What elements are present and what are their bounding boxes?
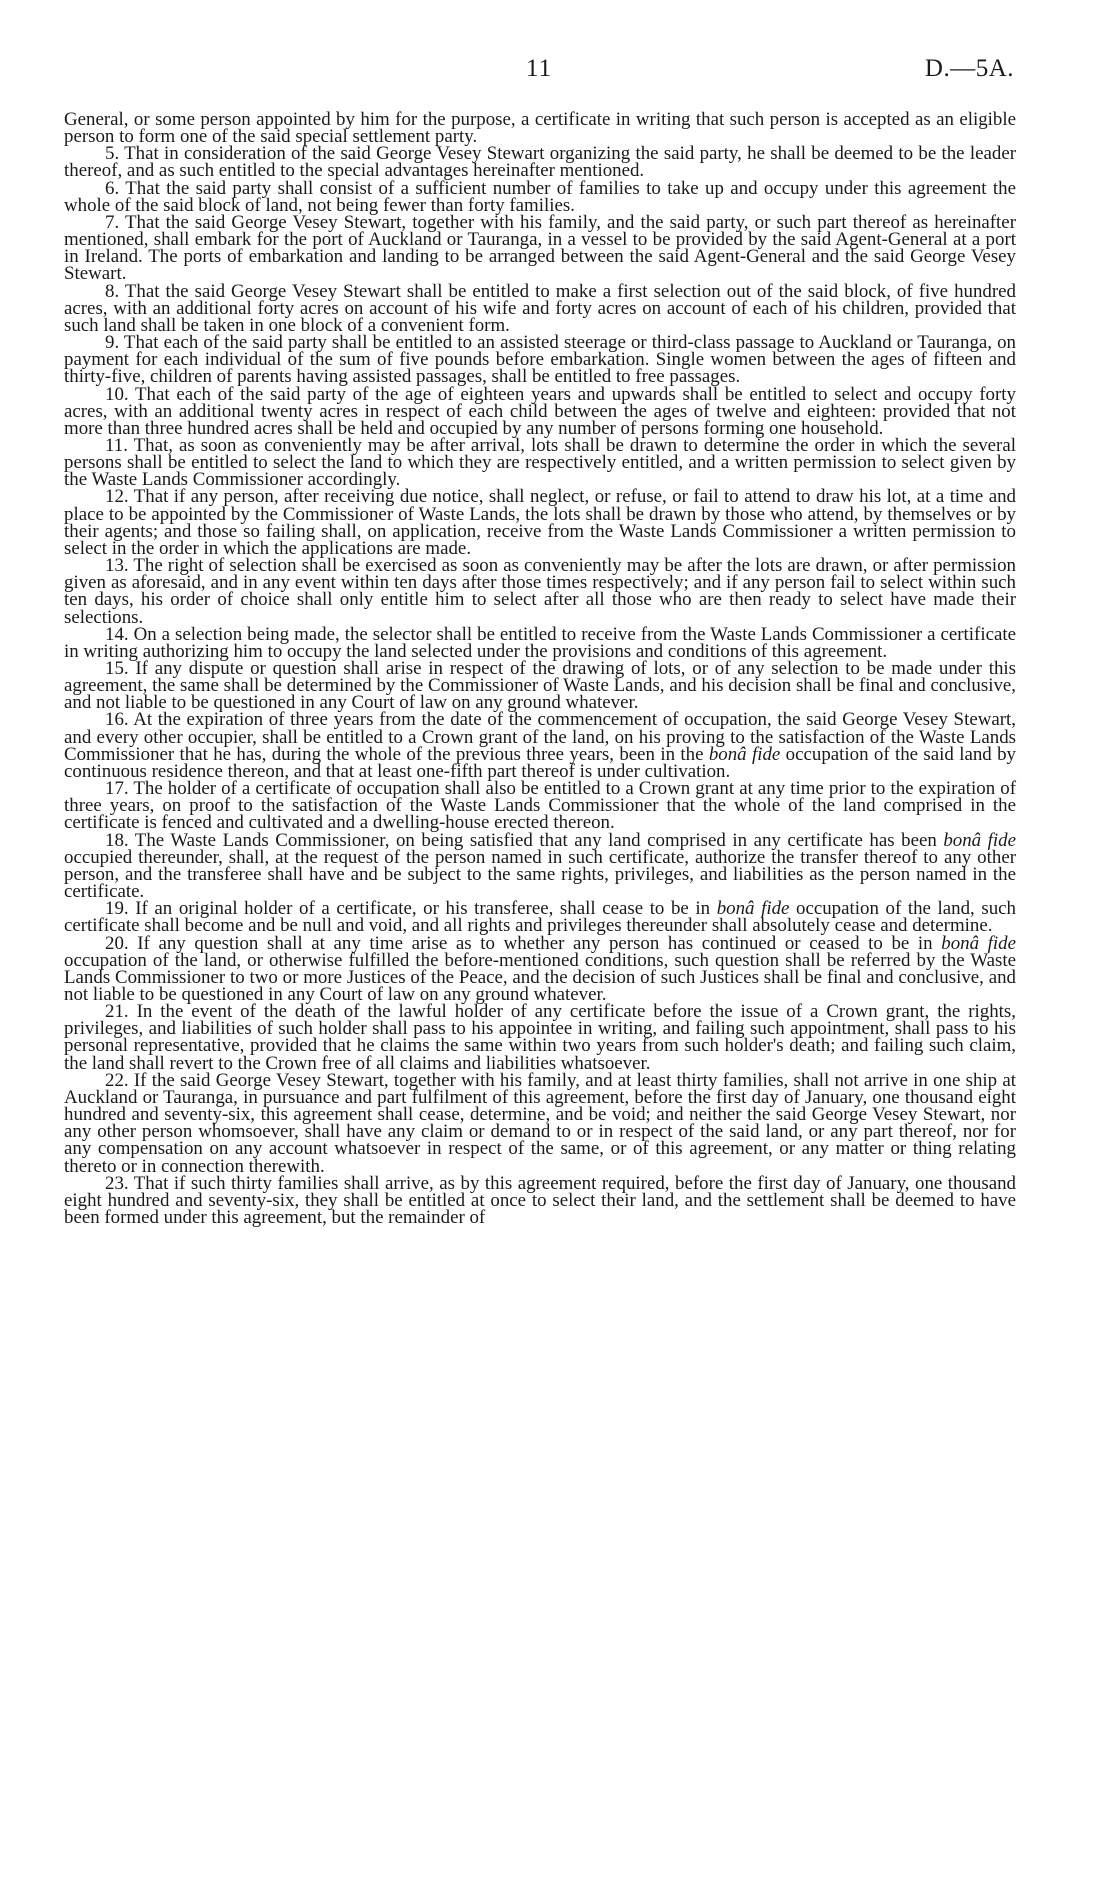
clause-9: 9. That each of the said party shall be entitled to an assisted steerage or third-class passage to Auckland or Tauranga, on payment for each individual of the sum of five pounds before embarkation. Single women between the ages of fifteen and thirty-five, children of parents having assisted passages, shall be entitled to free passages. bbox=[64, 332, 1016, 388]
clause-13: 13. The right of selection shall be exercised as soon as conveniently may be after the lots are drawn, or after permission given as aforesaid, and in any event within ten days after those times respectively; and if any person fail to select within such ten days, his order of choice shall only entitle him to select after all those who are then ready to select have made their selections. bbox=[64, 555, 1016, 628]
clause-21: 21. In the event of the death of the lawful holder of any certificate before the issue of a Crown grant, the rights, privileges, and liabilities of such holder shall pass to his appointee in writing, and failing such appointment, shall pass to his personal representative, provided that he claims the same within two years from such holder's death; and failing such claim, the land shall revert to the Crown free of all claims and liabilities whatsoever. bbox=[64, 1001, 1016, 1074]
clause-16-text-b: occupation of the said land by continuous residence thereon, and that at least one-fifth part thereof is under cultivation. bbox=[64, 743, 1016, 782]
clause-15: 15. If any dispute or question shall arise in respect of the drawing of lots, or of any selection to be made under this agreement, the same shall be determined by the Commissioner of Waste Lands, and his decision shall be final and conclusive, and not liable to be questioned in any Court of law on any ground whatever. bbox=[64, 658, 1016, 714]
clause-8: 8. That the said George Vesey Stewart shall be entitled to make a first selection out of the said block, of five hundred acres, with an additional forty acres on account of his wife and forty acres on account of each of his children, provided that such land shall be taken in one block of a convenient form. bbox=[64, 280, 1016, 336]
clause-18-latin-term: bonâ fide bbox=[943, 829, 1016, 851]
clause-20-text-b: occupation of the land, or otherwise fulfilled the before-mentioned conditions, such question shall be referred by the Waste Lands Commissioner to two or more Justices of the Peace, and the decision of such Justices shall be final and conclusive, and not liable to be questioned in any Court of law on any ground whatever. bbox=[64, 949, 1016, 1005]
clause-20-text-a: 20. If any question shall at any time arise as to whether any person has continued or ceased to be in bbox=[105, 932, 942, 954]
page-number: 11 bbox=[526, 55, 553, 82]
clause-14: 14. On a selection being made, the selector shall be entitled to receive from the Waste Lands Commissioner a certificate in writing authorizing him to occupy the land selected under the provisions and conditions of this agreement. bbox=[64, 623, 1016, 662]
clause-23: 23. That if such thirty families shall arrive, as by this agreement required, before the first day of January, one thousand eight hundred and seventy-six, they shall be entitled at once to select their land, and the settlement shall be deemed to have been formed under this agreement, but the remainder of bbox=[64, 1172, 1016, 1228]
clause-16-latin-term: bonâ fide bbox=[708, 743, 781, 765]
clause-7: 7. That the said George Vesey Stewart, together with his family, and the said party, or such part thereof as hereinafter mentioned, shall embark for the port of Auckland or Tauranga, in a vessel to be provided by the said Agent-General at a port in Ireland. The ports of embarkation and landing to be arranged between the said Agent-General and the said George Vesey Stewart. bbox=[64, 211, 1016, 285]
agreement-body bbox=[64, 111, 1016, 1226]
clause-20 bbox=[64, 932, 1016, 1005]
clause-10: 10. That each of the said party of the age of eighteen years and upwards shall be entitled to select and occupy forty acres, with an additional twenty acres in respect of each child between the ages of twelve and eighteen: provided that not more than three hundred acres shall be held and occupied by any number of persons forming one household. bbox=[64, 383, 1016, 439]
document-page bbox=[64, 0, 1016, 1228]
clause-20-latin-term: bonâ fide bbox=[941, 932, 1016, 954]
clause-19-text-b: occupation of the land, such certificate shall become and be null and void, and all rights and privileges thereunder shall absolutely cease and determine. bbox=[64, 898, 1016, 937]
clause-22: 22. If the said George Vesey Stewart, together with his family, and at least thirty families, shall not arrive in one ship at Auckland or Tauranga, in pursuance and part fulfilment of this agreement, before the first day of January, one thousand eight hundred and seventy-six, this agreement shall cease, determine, and be void; and neither the said George Vesey Stewart, nor any other person whomsoever, shall have any claim or demand to or in respect of the said land, or any part thereof, nor for any compensation on any account whatsoever in respect of the same, or of this agreement, or any matter or thing relating thereto or in connection therewith. bbox=[64, 1069, 1016, 1177]
clause-18-text-a: 18. The Waste Lands Commissioner, on being satisfied that any land comprised in any certificate has been bbox=[105, 829, 944, 851]
clause-12: 12. That if any person, after receiving due notice, shall neglect, or refuse, or fail to attend to draw his lot, at a time and place to be appointed by the Commissioner of Waste Lands, the lots shall be drawn by those who attend, by themselves or by their agents; and those so failing shall, on application, receive from the Waste Lands Commissioner a written permission to select in the order in which the applications are made. bbox=[64, 486, 1016, 559]
clause-18 bbox=[64, 829, 1016, 903]
clause-18-text-b: occupied thereunder, shall, at the request of the person named in such certificate, authorize the transfer thereof to any other person, and the transferee shall have and be subject to the same rights, privileges, and liabilities as the person named in the certificate. bbox=[64, 846, 1016, 903]
clause-6: 6. That the said party shall consist of a sufficient number of families to take up and occupy under this agreement the whole of the said block of land, not being fewer than forty families. bbox=[64, 177, 1016, 216]
clause-11: 11. That, as soon as conveniently may be after arrival, lots shall be drawn to determine the order in which the several persons shall be entitled to select the land to which they are respectively entitled, and a written permission to select given by the Waste Lands Commissioner accordingly. bbox=[64, 434, 1016, 491]
clause-17: 17. The holder of a certificate of occupation shall also be entitled to a Crown grant at any time prior to the expiration of three years, on proof to the satisfaction of the Waste Lands Commissioner that the whole of the land comprised in the certificate is fenced and cultivated and a dwelling-house erected thereon. bbox=[64, 778, 1016, 834]
clause-19-text-a: 19. If an original holder of a certificate, or his transferee, shall cease to be in bbox=[105, 898, 717, 920]
clause-16-text-a: 16. At the expiration of three years from the date of the commencement of occupation, the said George Vesey Stewart, and every other occupier, shall be entitled to a Crown grant of the land, on his proving to the satisfaction of the Waste Lands Commissioner that he has, during the whole of the previous three years, been in the bbox=[64, 709, 1016, 765]
clause-5: 5. That in consideration of the said George Vesey Stewart organizing the said party, he shall be deemed to be the leader thereof, and as such entitled to the special advantages hereinafter mentioned. bbox=[64, 143, 1016, 182]
paragraph-continuation: General, or some person appointed by him for the purpose, a certificate in writing that such person is accepted as an eligible person to form one of the said special settlement party. bbox=[64, 109, 1016, 148]
clause-19 bbox=[64, 898, 1016, 937]
document-reference: D.—5A. bbox=[924, 55, 1014, 82]
page-header bbox=[64, 0, 1016, 96]
clause-16 bbox=[64, 711, 1016, 780]
clause-19-latin-term: bonâ fide bbox=[716, 898, 790, 920]
